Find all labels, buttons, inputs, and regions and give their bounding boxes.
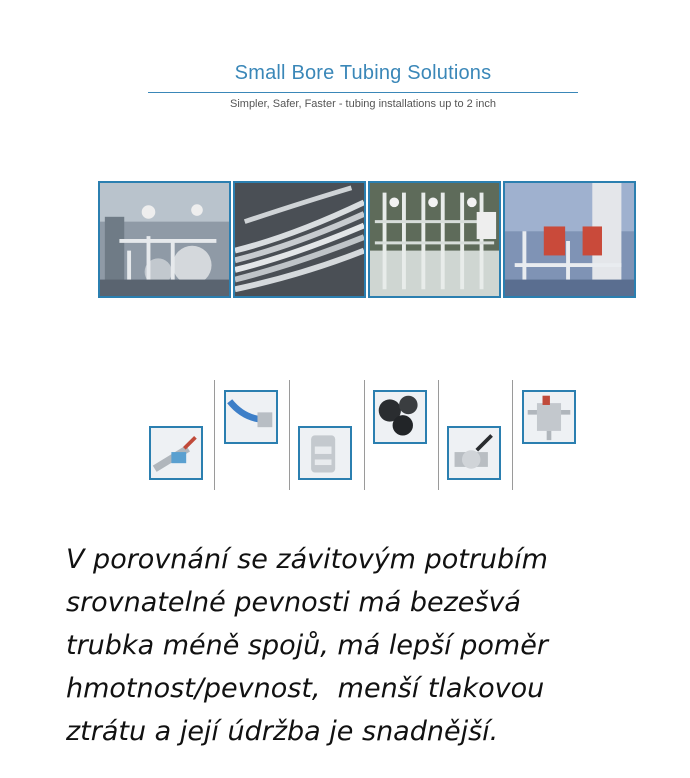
body-line: hmotnost/pevnost, menší tlakovou [66, 673, 545, 704]
product-thumb-valve [149, 426, 203, 480]
body-paragraph [66, 538, 666, 753]
photo-industrial-skid [98, 181, 231, 298]
body-line: srovnatelné pevnosti má bezešvá [66, 587, 521, 618]
photo-blue-frame-rig [503, 181, 636, 298]
product-divider [438, 380, 439, 490]
product-thumb-tube-ends [373, 390, 427, 444]
page-title: Small Bore Tubing Solutions [234, 62, 492, 84]
product-thumb-hose [224, 390, 278, 444]
product-thumb-fitting [298, 426, 352, 480]
product-divider [512, 380, 513, 490]
product-divider [214, 380, 215, 490]
title-rule [148, 92, 578, 93]
product-thumb-manifold [522, 390, 576, 444]
page-subtitle: Simpler, Safer, Faster - tubing installations up to 2 inch [230, 98, 496, 110]
product-divider [289, 380, 290, 490]
photo-valve-manifold [368, 181, 501, 298]
photo-tube-bundle [233, 181, 366, 298]
photo-strip [98, 181, 637, 300]
body-line: trubka méně spojů, má lepší poměr [66, 630, 548, 661]
product-thumb-ball-valve [447, 426, 501, 480]
body-line: V porovnání se závitovým potrubím [66, 544, 548, 575]
body-line: ztrátu a její údržba je snadnější. [66, 716, 499, 747]
product-divider [364, 380, 365, 490]
